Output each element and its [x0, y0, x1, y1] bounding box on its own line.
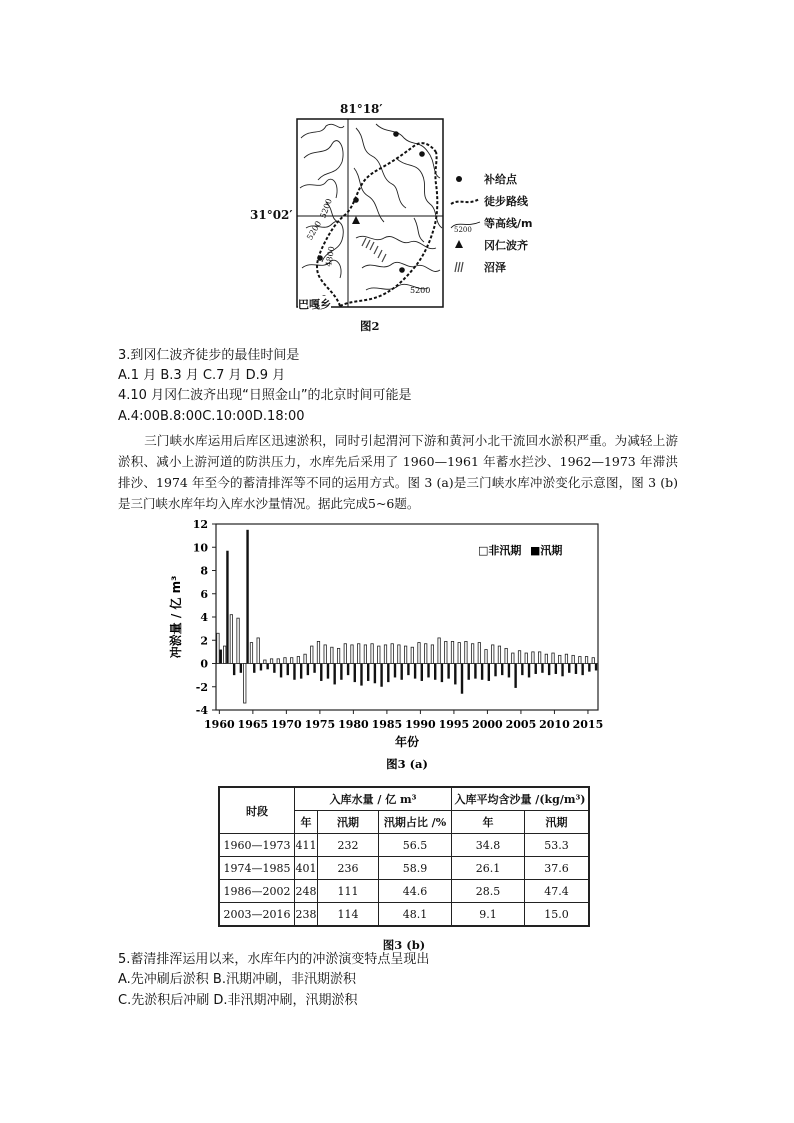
x-tick-label: 1995 [438, 718, 470, 731]
contour-label-5200-lower: 5200 [410, 286, 431, 295]
bar-non-flood [304, 654, 306, 663]
bar-non-flood [223, 646, 225, 663]
header-period: 时段 [219, 787, 295, 834]
bar-non-flood [230, 615, 232, 664]
legend-label: 等高线/m [484, 217, 533, 230]
y-axis-label: 冲淤量 / 亿 m³ [169, 575, 183, 659]
cell-year: 238 [295, 903, 318, 927]
bar-non-flood [364, 645, 366, 664]
bar-flood [454, 664, 456, 685]
cell-flood: 114 [318, 903, 379, 927]
cell-share: 48.1 [379, 903, 452, 927]
bar-non-flood [297, 657, 299, 664]
bar-non-flood [290, 658, 292, 664]
bar-flood [541, 664, 543, 673]
bar-flood [488, 664, 490, 681]
bar-non-flood [552, 653, 554, 663]
bar-non-flood [451, 641, 453, 663]
bar-non-flood [344, 644, 346, 664]
question-4-stem: 4.10 月冈仁波齐出现“日照金山”的北京时间可能是 [118, 388, 412, 403]
cell-sand-flood: 47.4 [525, 880, 590, 903]
bar-non-flood [565, 654, 567, 663]
cell-sand-flood: 53.3 [525, 834, 590, 857]
bar-non-flood [217, 633, 219, 663]
bar-flood [333, 664, 335, 685]
latitude-label: 31°02′ [250, 208, 293, 222]
supply-point-5 [399, 267, 405, 273]
bar-non-flood [270, 659, 272, 664]
bar-flood [588, 664, 590, 672]
bar-non-flood [592, 658, 594, 664]
bar-flood [226, 551, 228, 664]
x-tick-label: 1985 [371, 718, 403, 731]
x-tick-label: 1975 [304, 718, 336, 731]
bar-flood [354, 664, 356, 683]
sediment-table [218, 786, 590, 927]
question-5-stem: 5.蓄清排浑运用以来，水库年内的冲淤演变特点呈现出 [118, 952, 430, 967]
hiking-route-icon [450, 196, 480, 206]
bar-flood [253, 664, 255, 673]
bar-flood [367, 664, 369, 681]
y-tick-label: -4 [195, 704, 208, 717]
cell-period: 1960—1973 [219, 834, 295, 857]
cell-flood: 232 [318, 834, 379, 857]
topo-map [296, 118, 444, 308]
y-tick-label: 6 [200, 587, 208, 601]
y-tick-label: 12 [192, 518, 208, 531]
contour-label-5200-mid: 5200 [305, 219, 324, 242]
bar-non-flood [532, 652, 534, 664]
cell-sand-flood: 15.0 [525, 903, 590, 927]
subheader-sand-year: 年 [452, 811, 525, 834]
bar-non-flood [498, 646, 500, 663]
bar-flood [595, 664, 597, 671]
cell-year: 248 [295, 880, 318, 903]
legend-item [450, 236, 550, 258]
legend-label: 冈仁波齐 [484, 239, 528, 252]
contour-label-5200-upper: 5200 [318, 197, 334, 220]
contour-label-4800: 4800 [323, 245, 337, 268]
bar-flood [535, 664, 537, 674]
subheader-sand-flood: 汛期 [525, 811, 590, 834]
cell-share: 44.6 [379, 880, 452, 903]
bar-flood [394, 664, 396, 678]
question-3-options: A.1 月 B.3 月 C.7 月 D.9 月 [118, 368, 286, 383]
legend-label: 补给点 [484, 173, 517, 186]
cell-flood: 236 [318, 857, 379, 880]
bar-flood [260, 664, 262, 671]
bar-non-flood [545, 654, 547, 663]
bar-flood [481, 664, 483, 680]
bar-flood [434, 664, 436, 680]
question-5-options-line2: C.先淤积后冲刷 D.非汛期冲刷，汛期淤积 [118, 993, 358, 1008]
bar-flood [387, 664, 389, 683]
bar-non-flood [378, 646, 380, 663]
cell-year: 401 [295, 857, 318, 880]
bar-flood [421, 664, 423, 681]
bar-flood [514, 664, 516, 688]
passage-text: 三门峡水库运用后库区迅速淤积，同时引起渭河下游和黄河小北干流回水淤积严重。为减轻上游淤积、减小上游河道的防洪压力，水库先后采用了 1960—1961 年蓄水拦沙、1962—1973 年滞洪排沙、1974 年至今的蓄清排浑等不同的运用方式。图 3 (a)是三门峡水库冲淤变化示意图，图 3 (b)是三门峡水库年均入库水沙量情况。据此完成5~6题。 [118, 433, 678, 511]
supply-point-2 [353, 197, 359, 203]
bar-non-flood [538, 652, 540, 664]
bar-flood [427, 664, 429, 678]
supply-point-4 [419, 151, 425, 157]
bar-non-flood [512, 653, 514, 663]
subheader-share: 汛期占比 /% [379, 811, 452, 834]
bar-non-flood [438, 638, 440, 664]
bar-flood [246, 530, 248, 664]
header-water: 入库水量 / 亿 m³ [295, 787, 452, 811]
bar-flood [407, 664, 409, 676]
y-tick-label: 8 [200, 564, 208, 578]
supply-point-3 [393, 131, 399, 137]
cell-sand-year: 34.8 [452, 834, 525, 857]
cell-flood: 111 [318, 880, 379, 903]
reading-passage [118, 430, 678, 514]
bar-flood [461, 664, 463, 694]
village-label: 巴嘎乡 [298, 298, 331, 311]
bar-non-flood [357, 644, 359, 664]
question-4-options: A.4:00B.8:00C.10:00D.18:00 [118, 409, 305, 424]
y-tick-label: 0 [200, 657, 208, 671]
bar-flood [568, 664, 570, 673]
bar-non-flood [264, 660, 266, 663]
header-sand: 入库平均含沙量 /(kg/m³) [452, 787, 590, 811]
cell-period: 2003—2016 [219, 903, 295, 927]
bar-non-flood [485, 650, 487, 664]
bar-flood [340, 664, 342, 680]
bar-non-flood [317, 641, 319, 663]
bar-flood [293, 664, 295, 680]
x-tick-label: 1980 [338, 718, 369, 731]
x-tick-label: 1960 [204, 718, 235, 731]
bar-non-flood [411, 647, 413, 663]
bar-non-flood [398, 645, 400, 664]
bar-flood [508, 664, 510, 678]
question-3-stem: 3.到冈仁波齐徒步的最佳时间是 [118, 348, 300, 363]
legend-label: 沼泽 [484, 261, 506, 274]
table-row [219, 903, 589, 927]
bar-non-flood [311, 646, 313, 663]
bar-flood [441, 664, 443, 683]
x-tick-label: 2010 [539, 718, 570, 731]
peak-triangle-icon [455, 240, 463, 248]
bar-flood [494, 664, 496, 677]
bar-flood [521, 664, 523, 676]
figure-3a-caption: 图3 (a) [386, 757, 428, 771]
subheader-year: 年 [295, 811, 318, 834]
y-tick-label: 10 [192, 541, 208, 555]
bar-non-flood [492, 645, 494, 664]
x-tick-label: 1970 [271, 718, 302, 731]
figure-2 [250, 96, 550, 336]
bar-non-flood [257, 638, 259, 664]
bar-flood [447, 664, 449, 679]
bar-flood [327, 664, 329, 679]
bar-flood [287, 664, 289, 676]
y-tick-label: 2 [200, 634, 208, 648]
bar-non-flood [505, 648, 507, 663]
figure-3a [162, 514, 612, 776]
x-tick-label: 2000 [472, 718, 503, 731]
y-tick-label: 4 [200, 611, 208, 624]
bar-flood [300, 664, 302, 679]
x-tick-label: 2015 [572, 718, 604, 731]
bar-non-flood [384, 645, 386, 664]
legend-item [450, 258, 550, 280]
bar-flood [313, 664, 315, 673]
supply-point-1 [317, 255, 323, 261]
bar-non-flood [418, 643, 420, 664]
cell-sand-year: 9.1 [452, 903, 525, 927]
bar-flood [273, 664, 275, 673]
bar-flood [581, 664, 583, 676]
cell-sand-year: 28.5 [452, 880, 525, 903]
bar-flood [561, 664, 563, 677]
bar-flood [380, 664, 382, 687]
question-5-options-line1: A.先冲刷后淤积 B.汛期冲刷，非汛期淤积 [118, 972, 356, 987]
bar-non-flood [284, 658, 286, 664]
bar-non-flood [579, 657, 581, 664]
cell-period: 1986—2002 [219, 880, 295, 903]
figure-3b [218, 786, 590, 953]
swamp-icon [454, 261, 466, 273]
bar-non-flood [404, 646, 406, 663]
bar-non-flood [431, 645, 433, 664]
bar-flood [266, 664, 268, 670]
contour-sample-label: 5200 [454, 226, 472, 234]
x-tick-label: 1990 [405, 718, 436, 731]
cell-period: 1974—1985 [219, 857, 295, 880]
bar-non-flood [244, 664, 246, 704]
cell-share: 56.5 [379, 834, 452, 857]
bar-flood [474, 664, 476, 679]
figure-2-caption: 图2 [360, 319, 380, 333]
bar-non-flood [351, 645, 353, 664]
bar-flood [400, 664, 402, 680]
bar-non-flood [425, 644, 427, 664]
bar-flood [575, 664, 577, 674]
legend-item [450, 192, 550, 214]
longitude-label: 81°18′ [340, 102, 383, 116]
bar-flood [528, 664, 530, 678]
cell-sand-year: 26.1 [452, 857, 525, 880]
bar-flood [414, 664, 416, 679]
map-legend [450, 170, 550, 280]
table-row [219, 834, 589, 857]
table-row [219, 857, 589, 880]
bar-flood [233, 664, 235, 676]
bar-non-flood [559, 655, 561, 663]
legend-item [450, 214, 550, 236]
y-tick-label: -2 [195, 680, 208, 694]
siltation-bar-chart [162, 514, 612, 776]
bar-flood [360, 664, 362, 686]
x-tick-label: 2005 [505, 718, 537, 731]
bar-non-flood [572, 655, 574, 663]
bar-non-flood [458, 643, 460, 664]
bar-non-flood [331, 647, 333, 663]
bar-non-flood [337, 648, 339, 663]
bar-non-flood [237, 618, 239, 663]
x-axis-label: 年份 [394, 735, 420, 749]
bar-flood [548, 664, 550, 676]
bar-flood [320, 664, 322, 681]
bar-flood [374, 664, 376, 684]
subheader-flood: 汛期 [318, 811, 379, 834]
bar-non-flood [445, 641, 447, 663]
bar-non-flood [525, 653, 527, 663]
bar-non-flood [250, 643, 252, 664]
bar-non-flood [391, 644, 393, 664]
cell-share: 58.9 [379, 857, 452, 880]
bar-non-flood [585, 657, 587, 664]
table-row [219, 880, 589, 903]
bar-flood [307, 664, 309, 676]
bar-flood [280, 664, 282, 678]
legend-label: 徒步路线 [484, 195, 528, 208]
legend-item [450, 170, 550, 192]
bar-non-flood [518, 651, 520, 664]
bar-flood [347, 664, 349, 676]
bar-flood [555, 664, 557, 674]
bar-non-flood [465, 641, 467, 663]
bar-flood [468, 664, 470, 680]
cell-sand-flood: 37.6 [525, 857, 590, 880]
legend-non-flood: □非汛期 [478, 544, 522, 557]
legend-flood: ■汛期 [530, 544, 563, 557]
figure-3b-caption: 图3 (b) [382, 938, 426, 952]
bar-non-flood [277, 659, 279, 664]
bar-flood [501, 664, 503, 676]
x-tick-label: 1965 [237, 718, 269, 731]
bar-non-flood [324, 645, 326, 664]
supply-point-icon [456, 176, 462, 182]
bar-non-flood [371, 644, 373, 664]
cell-year: 411 [295, 834, 318, 857]
bar-non-flood [478, 643, 480, 664]
bar-non-flood [471, 644, 473, 664]
bar-flood [220, 650, 222, 664]
bar-flood [240, 664, 242, 673]
